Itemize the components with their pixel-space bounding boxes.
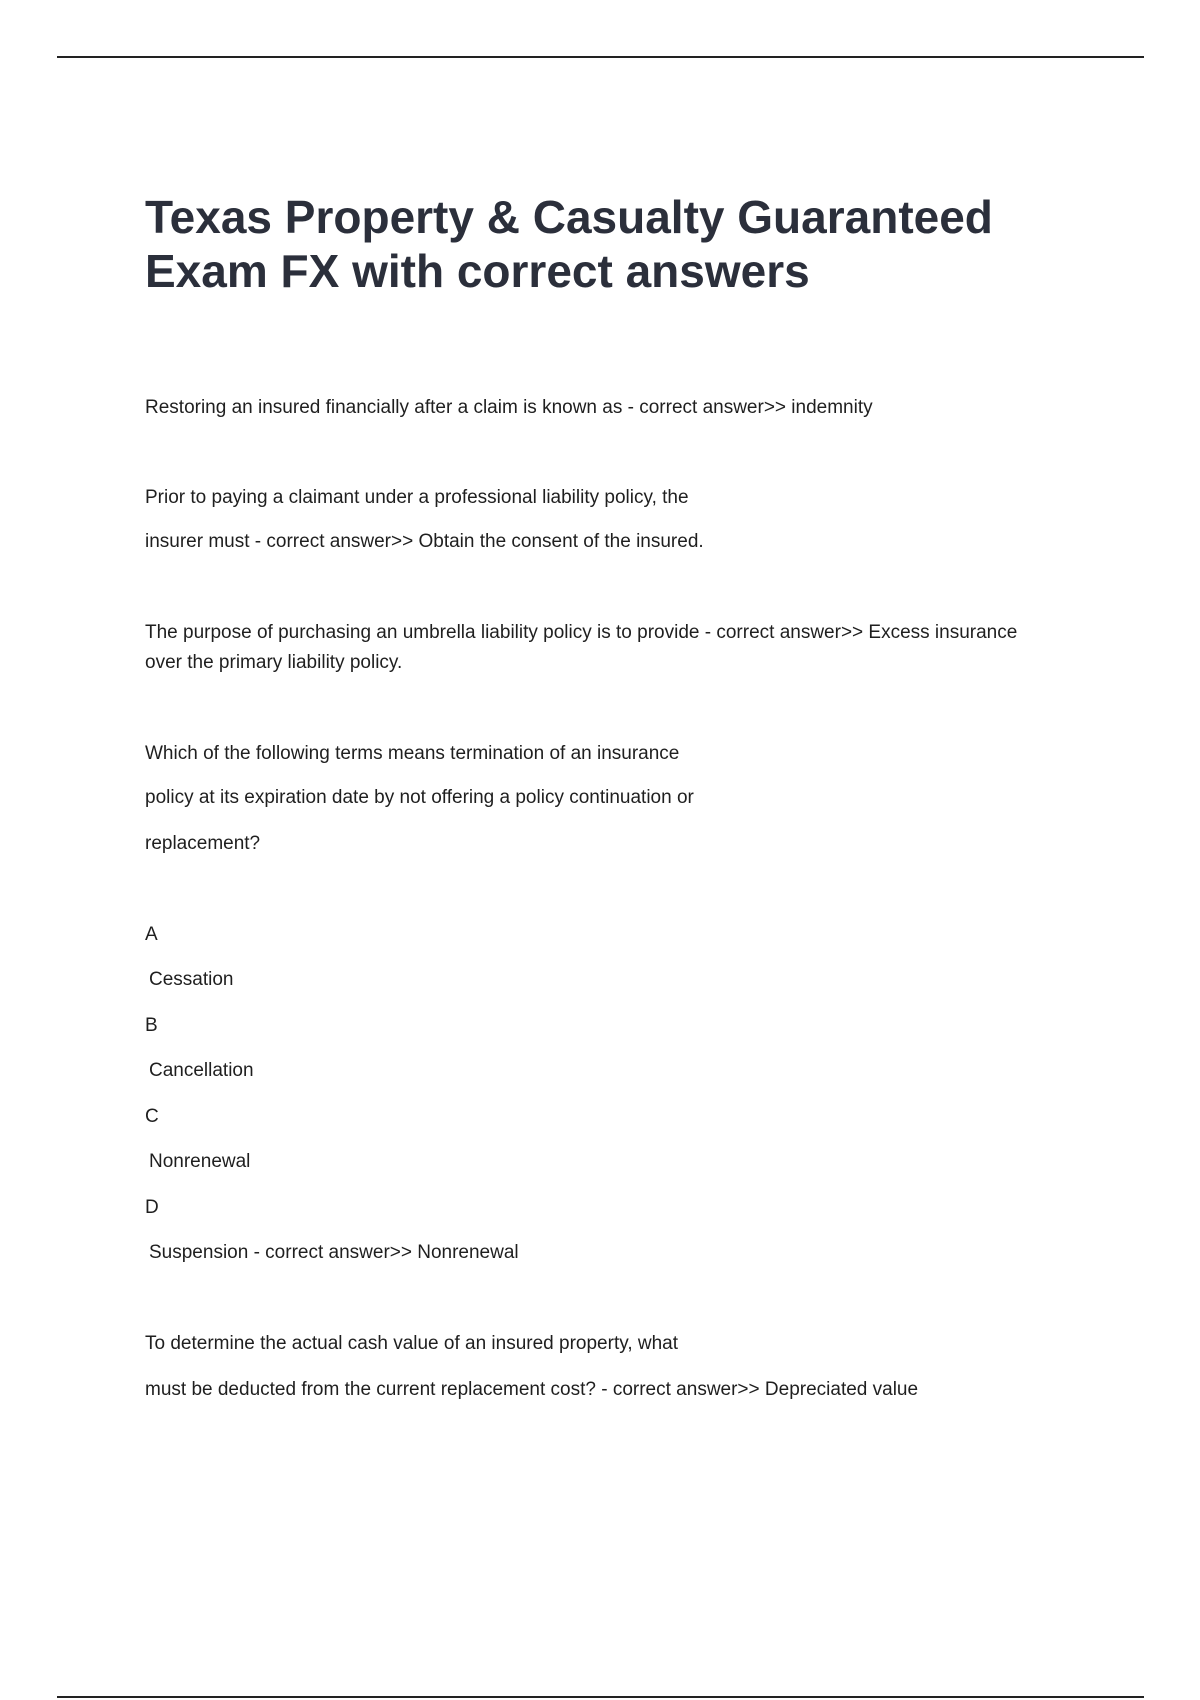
question-3-line-2: over the primary liability policy.	[145, 652, 403, 673]
option-text-c: Nonrenewal	[149, 1151, 251, 1172]
option-text-b: Cancellation	[149, 1060, 254, 1081]
question-5-line-1: To determine the actual cash value of an insured property, what	[145, 1333, 679, 1354]
question-3-line-1: The purpose of purchasing an umbrella liability policy is to provide - correct answer>> Excess insurance	[145, 622, 1018, 643]
question-4-line-2: policy at its expiration date by not offering a policy continuation or	[145, 787, 694, 808]
document-title	[145, 190, 1105, 298]
option-letter-d: D	[145, 1197, 159, 1218]
question-2-line-2: insurer must - correct answer>> Obtain the consent of the insured.	[145, 531, 704, 552]
question-4-line-1: Which of the following terms means termination of an insurance	[145, 743, 680, 764]
title-line-2: Exam FX with correct answers	[145, 245, 810, 297]
option-text-d: Suspension - correct answer>> Nonrenewal	[149, 1242, 519, 1263]
question-4-line-3: replacement?	[145, 833, 261, 854]
question-5-line-2: must be deducted from the current replacement cost? - correct answer>> Depreciated value	[145, 1379, 919, 1400]
question-1: Restoring an insured financially after a claim is known as - correct answer>> indemnity	[145, 397, 873, 418]
option-letter-b: B	[145, 1015, 158, 1036]
option-letter-c: C	[145, 1106, 159, 1127]
option-letter-a: A	[145, 924, 158, 945]
option-text-a: Cessation	[149, 969, 234, 990]
bottom-divider	[57, 1696, 1144, 1698]
top-divider	[57, 56, 1144, 58]
title-line-1: Texas Property & Casualty Guaranteed	[145, 191, 993, 243]
question-2-line-1: Prior to paying a claimant under a professional liability policy, the	[145, 487, 689, 508]
